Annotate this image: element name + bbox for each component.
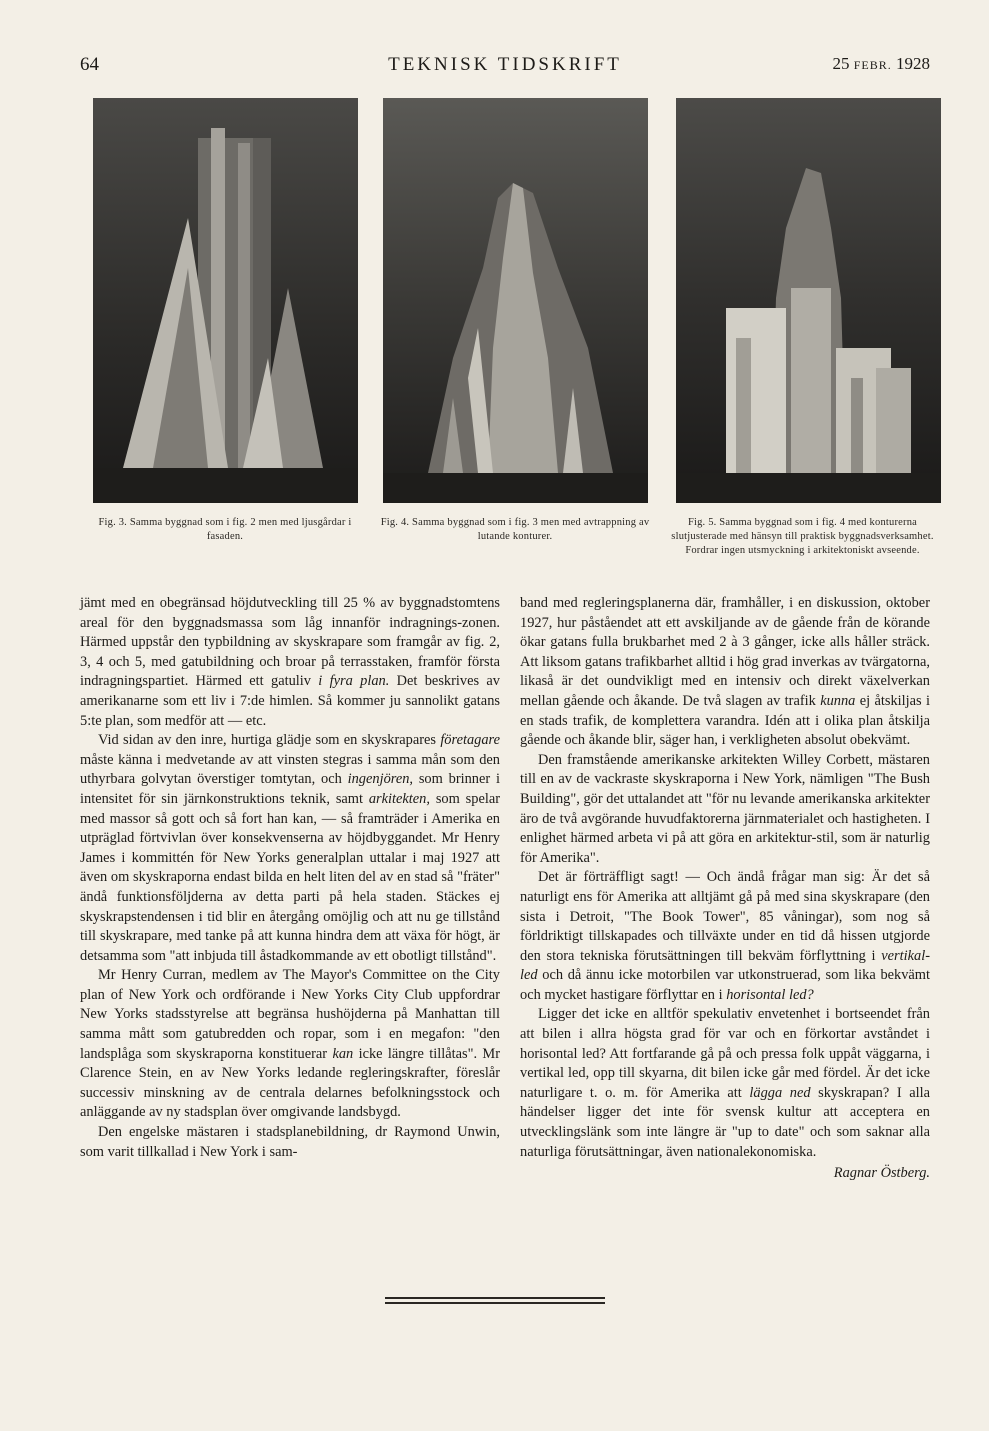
text: som brinner i intensitet för sin järnkonstruktions teknik, samt xyxy=(80,771,500,807)
text: Ligger det icke en alltför spekulativ envetenhet i bortseendet från att bilen i allra högsta grad för var och en förkortar avståndet i horisontal led? Att fortfarande gå på och pressa folk uppåt väggarna, i vertikal led, opp till skyarna, dit bilen icke går med fördel. Är det icke naturligare t. o. m. för Amerika att xyxy=(520,1006,930,1101)
page-number: 64 xyxy=(80,54,99,75)
end-rule xyxy=(385,1297,605,1299)
paragraph xyxy=(80,731,500,966)
emphasis: vertikal-led xyxy=(520,947,930,984)
end-rule xyxy=(385,1302,605,1304)
paragraph: Den framstående amerikanske arkitekten Willey Corbett, mästaren till en av de vackraste skyskraporna i New York, nämligen "The Bush Building", gör det uttalandet att "för nu levande amerikanska arkitekter äro de två avgörande huvudfaktorerna järnmaterialet och hastigheten. I enlighet härmed arbeta vi på att göra en arkitektur-stil, som är naturlig för Amerika". xyxy=(520,751,930,866)
emphasis: arkitekten, xyxy=(368,790,430,807)
text: ej åtskiljas i en stads trafik, de komplettera varandra. Idén att i olika plan åtskilja gående och åkande blir, säger han, i verkligheten absolut obekvämt. xyxy=(520,692,930,749)
figure-3-skyscraper-illustration xyxy=(93,98,358,503)
text: band med regleringsplanerna där, framhåller, i en diskussion, oktober 1927, hur påståendet att ett avskiljande av de gående från de körande ökar gatans fulla brukbarhet med 2 à 3 gånger, icke alls håller sträck. Att liksom gatans trafikbarhet alltid i hög grad inverkas av tvärgatorna, likaså är det oundvikligt med en intensiv och direkt växelverkan mellan gående och åkande. De två slagen av trafik xyxy=(520,595,930,709)
paragraph: Den engelske mästaren i stadsplanebildning, dr Raymond Unwin, som varit tillkallad i New York i sam- xyxy=(80,1124,500,1160)
journal-title: TEKNISK TIDSKRIFT xyxy=(388,54,622,75)
emphasis: företagare xyxy=(440,732,500,749)
text: som spelar med massor så gott och så fort han kan, — så framträder i Amerika en utpräglad förtvivlan över konsekvenserna av höjdbyggandet. Mr Henry James i kommittén för New Yorks generalplan uttalar i maj 1927 att även om skyskraporna endast bilda en helt liten del av en stad så "fräter" ändå funktionsföljderna av detta parti på hela staden. Stäckes ej skyskrapstendensen i tid blir en återgång omöjlig och att nu ge tillstånd till skyskrapare, med tanke på att kunna hindra dem att växa för högt, är detsamma som "att inbjuda till åstadkommande av ett obotligt tillstånd". xyxy=(80,790,501,964)
text: icke längre tillåtas". Mr Clarence Stein, en av New Yorks ledande regleringskrafter, föreslår successiv minskning av de centrala delarnes befolkningsstock och anläggande av ny stadsplan över omgivande landsbygd. xyxy=(80,1045,500,1121)
date-day: 25 xyxy=(832,54,850,73)
figure-5-drawing xyxy=(676,98,941,503)
emphasis: lägga ned xyxy=(749,1084,811,1101)
paragraph xyxy=(520,594,930,751)
paragraph xyxy=(80,594,500,731)
emphasis: kunna xyxy=(820,692,856,709)
figure-3-caption: Fig. 3. Samma byggnad som i fig. 2 men med ljusgårdar i fasaden. xyxy=(98,517,352,542)
figure-3-drawing xyxy=(93,98,358,503)
article-column-right xyxy=(520,594,930,1184)
date-month: FEBR. xyxy=(853,58,892,72)
article-column-left xyxy=(80,594,500,1162)
emphasis: ingenjören, xyxy=(347,771,414,788)
page-header xyxy=(80,50,930,80)
text: skyskrapan? I alla händelser ligger det inte för svensk kultur att acceptera en utvecklingslänk som inte längre är "up to date" och som saknar alla naturliga förutsättningar, även nationalekonomiska. xyxy=(520,1084,931,1160)
figure-4-drawing xyxy=(383,98,648,503)
text: Det är förträffligt sagt! — Och ändå frågar man sig: Är det så naturligt ens för Amerika att alltjämt gå på med sina skyskrapare (den sista i Detroit, "The Book Tower", 85 våningar), som nog så förldriktigt tillskapades och tillväxte under en tid då hissen utgjorde den stora tekniska förutsättningen till bekväm förflyttning i xyxy=(520,869,930,964)
figure-4-caption: Fig. 4. Samma byggnad som i fig. 3 men med avtrappning av lutande konturer. xyxy=(380,517,650,542)
text: och då ännu icke motorbilen var utkonstruerad, som lika bekvämt och mycket hastigare förflyttar en i xyxy=(520,967,930,1003)
emphasis: horisontal led? xyxy=(726,986,814,1003)
figure-5-skyscraper-illustration xyxy=(676,98,941,503)
paragraph xyxy=(80,966,500,1123)
text: Mr Henry Curran, medlem av The Mayor's Committee on the City plan of New York och ordförande i New Yorks City Club uppfordrar New Yorks stadsstyrelse att begränsa hushöjderna på Manhattan till samma mått som gatubredden och ropar, som i en megafon: "den landsplåga som skyskraporna konstituerar xyxy=(80,967,500,1062)
emphasis: i fyra plan. xyxy=(318,673,390,690)
author-signature: Ragnar Östberg. xyxy=(833,1165,930,1182)
text: jämt med en obegränsad höjdutveckling till 25 % av byggnadstomtens areal för den byggnadsmassa som låg innanför indragnings-zonen. Härmed uppstår den typbildning av skyskrapare som framgår av fig. 2, 3, 4 och 5, med gatubildning och broar på terrasstaken, framför första indragningspartiet. Härmed ett gatuliv xyxy=(80,595,500,690)
figure-4-skyscraper-illustration xyxy=(383,98,648,503)
figure-5-caption: Fig. 5. Samma byggnad som i fig. 4 med konturerna slutjusterade med hänsyn till praktisk byggnadsverksamhet. Fordrar ingen utsmyckning i arkitektoniskt avseende. xyxy=(671,517,934,556)
text: måste känna i medvetande av att vinsten stegras i samma mån som den uthyrbara golvytan överstiger tomtytan, och xyxy=(80,751,500,788)
text: Det beskrives av amerikanarne som ett liv i 7:de himlen. Så kommer ju sannolikt gatans 5:te plan, som medför att — etc. xyxy=(80,673,500,729)
paragraph xyxy=(520,868,930,1005)
date-year: 1928 xyxy=(896,54,930,73)
text: Vid sidan av den inre, hurtiga glädje som en skyskrapares xyxy=(98,732,441,749)
paragraph xyxy=(520,1005,930,1162)
issue-date xyxy=(832,54,930,74)
emphasis: kan xyxy=(332,1045,354,1062)
